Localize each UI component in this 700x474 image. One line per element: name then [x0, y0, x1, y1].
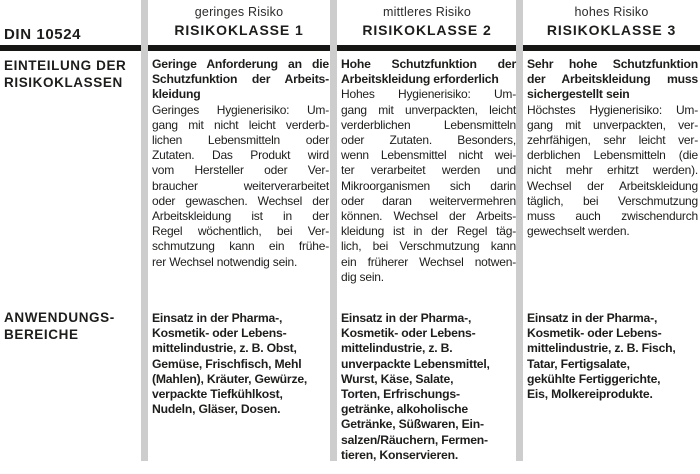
text-line: gang mit unverpackten, ver-	[527, 117, 698, 132]
text-line: ter verarbeitet werden und	[341, 163, 516, 178]
text-line: lich, bei Verschmutzung kann	[341, 239, 516, 254]
text-line: Zutaten. Das Produkt wird	[152, 148, 329, 163]
column-divider	[516, 0, 523, 461]
text-line: braucher weiterverarbeitet	[152, 178, 329, 193]
text-line: mittelindustrie, z. B. Obst,	[152, 341, 297, 356]
risk-class-header-1	[148, 5, 330, 38]
text-line: Torten, Erfrischungs-	[341, 387, 460, 402]
text-line: verderblichen Lebensmitteln	[341, 117, 516, 132]
text-line: täglich, bei Verschmutzung	[527, 193, 698, 208]
risk-class-label: RISIKOKLASSE 2	[362, 22, 492, 38]
text-line: tieren, Konservieren.	[341, 447, 459, 462]
text-line: RISIKOKLASSEN	[4, 74, 123, 90]
text-line: zehrfähigen, sehr leicht ver-	[527, 133, 698, 148]
text-line: Hohe Schutzfunktion der	[341, 57, 516, 71]
text-line: gang mit nicht leicht verderb-	[152, 117, 329, 132]
text-line: Nudeln, Gläser, Dosen.	[152, 402, 281, 417]
text-line: gekühlte Fertiggerichte,	[527, 371, 661, 386]
cell-anwendung-klasse-1	[152, 311, 329, 417]
risk-level-label: hohes Risiko	[574, 5, 649, 19]
text-line: vom Hersteller oder Ver-	[152, 163, 329, 178]
text-line: Arbeitskleidung ist in der	[152, 209, 329, 224]
text-line: Wurst, Käse, Salate,	[341, 371, 454, 386]
text-line: muss auch zwischendurch	[527, 209, 698, 224]
cell-anwendung-klasse-3	[527, 311, 698, 402]
text-line: gang mit unverpackten, leicht	[341, 102, 516, 117]
text-line: Geringes Hygienerisiko: Um-	[152, 102, 329, 117]
text-line: kleidung ist in der Regel täg-	[341, 224, 516, 239]
text-line: können. Wechsel der Arbeits-	[341, 209, 516, 224]
text-line: schmutzung kann ein frühe-	[152, 239, 329, 254]
text-line: Kosmetik- oder Lebens-	[152, 326, 287, 341]
text-line: der Arbeitskleidung muss	[527, 72, 698, 87]
text-line: (Mahlen), Kräuter, Gewürze,	[152, 371, 308, 386]
text-line: unverpackte Lebensmittel,	[341, 356, 490, 371]
cell-body	[527, 311, 698, 402]
text-line: Eis, Molkereiprodukte.	[527, 387, 653, 402]
column-divider	[141, 0, 148, 461]
text-line: Schutzfunktion der Arbeits-	[152, 72, 329, 87]
text-line: Regel wöchentlich, bei Ver-	[152, 224, 329, 239]
text-line: Sehr hohe Schutzfunktion	[527, 57, 698, 71]
text-line: oder Zutaten. Besonders,	[341, 133, 516, 148]
text-line: ein früherer Wechsel notwen-	[341, 254, 516, 269]
cell-einteilung-klasse-1	[152, 57, 329, 270]
text-line: EINTEILUNG DER	[4, 58, 127, 73]
text-line: mittelindustrie, z. B.	[341, 341, 453, 356]
column-divider	[330, 0, 337, 461]
text-line: Getränke, Süßwaren, Ein-	[341, 417, 484, 432]
text-line: salzen/Räuchern, Fermen-	[341, 432, 488, 447]
text-line: Einsatz in der Pharma-,	[152, 311, 283, 325]
risk-class-label: RISIKOKLASSE 1	[174, 22, 304, 38]
cell-title	[341, 57, 516, 87]
text-line: Mikroorganismen sich darin	[341, 178, 516, 193]
text-line: lichen Lebensmitteln oder	[152, 133, 329, 148]
text-line: Hohes Hygienerisiko: Um-	[341, 87, 516, 102]
text-line: Einsatz in der Pharma-,	[527, 311, 658, 325]
row-label-einteilung	[4, 58, 141, 91]
text-line: wenn Lebensmittel nicht wei-	[341, 148, 516, 163]
text-line: Einsatz in der Pharma-,	[341, 311, 472, 325]
cell-body	[341, 87, 516, 285]
text-line: Arbeitskleidung erforderlich	[341, 72, 499, 87]
text-line: BEREICHE	[4, 326, 79, 342]
cell-einteilung-klasse-2	[341, 57, 516, 285]
row-label-anwendungsbereiche	[4, 310, 141, 343]
risk-level-label: geringes Risiko	[194, 5, 284, 19]
text-line: mittelindustrie, z. B. Fisch,	[527, 341, 676, 356]
text-line: rer Wechsel notwendig sein.	[152, 254, 298, 269]
text-line: oder daran weitervermehren	[341, 193, 516, 208]
text-line: Geringe Anforderung an die	[152, 57, 329, 71]
header-rule	[0, 45, 700, 51]
cell-anwendung-klasse-2	[341, 311, 516, 463]
text-line: Tatar, Fertigsalate,	[527, 356, 630, 371]
cell-title	[527, 57, 698, 103]
text-line: ANWENDUNGS-	[4, 310, 115, 325]
risk-level-label: mittleres Risiko	[383, 5, 471, 19]
text-line: sichergestellt sein	[527, 87, 630, 102]
standard-number: DIN 10524	[4, 26, 82, 43]
risk-class-header-3	[523, 5, 700, 38]
text-line: Höchstes Hygienerisiko: Um-	[527, 102, 698, 117]
text-line: gewechselt werden.	[527, 224, 630, 239]
cell-body	[341, 311, 516, 463]
cell-title	[152, 57, 329, 103]
text-line: nicht mehr erhitzt werden).	[527, 163, 698, 178]
text-line: oder gewaschen. Wechsel der	[152, 193, 329, 208]
cell-body	[152, 311, 329, 417]
cell-body	[527, 103, 698, 240]
text-line: dig sein.	[341, 269, 384, 284]
text-line: getränke, alkoholische	[341, 402, 469, 417]
cell-einteilung-klasse-3	[527, 57, 698, 239]
text-line: verpackte Tiefkühlkost,	[152, 387, 283, 402]
text-line: kleidung	[152, 87, 201, 102]
text-line: Kosmetik- oder Lebens-	[341, 326, 476, 341]
risk-class-header-2	[338, 5, 516, 38]
text-line: derblichen Lebensmitteln (die	[527, 148, 698, 163]
cell-body	[152, 103, 329, 270]
text-line: Gemüse, Frischfisch, Mehl	[152, 356, 302, 371]
text-line: Kosmetik- oder Lebens-	[527, 326, 662, 341]
text-line: Wechsel der Arbeitskleidung	[527, 178, 698, 193]
risk-class-label: RISIKOKLASSE 3	[546, 22, 677, 38]
